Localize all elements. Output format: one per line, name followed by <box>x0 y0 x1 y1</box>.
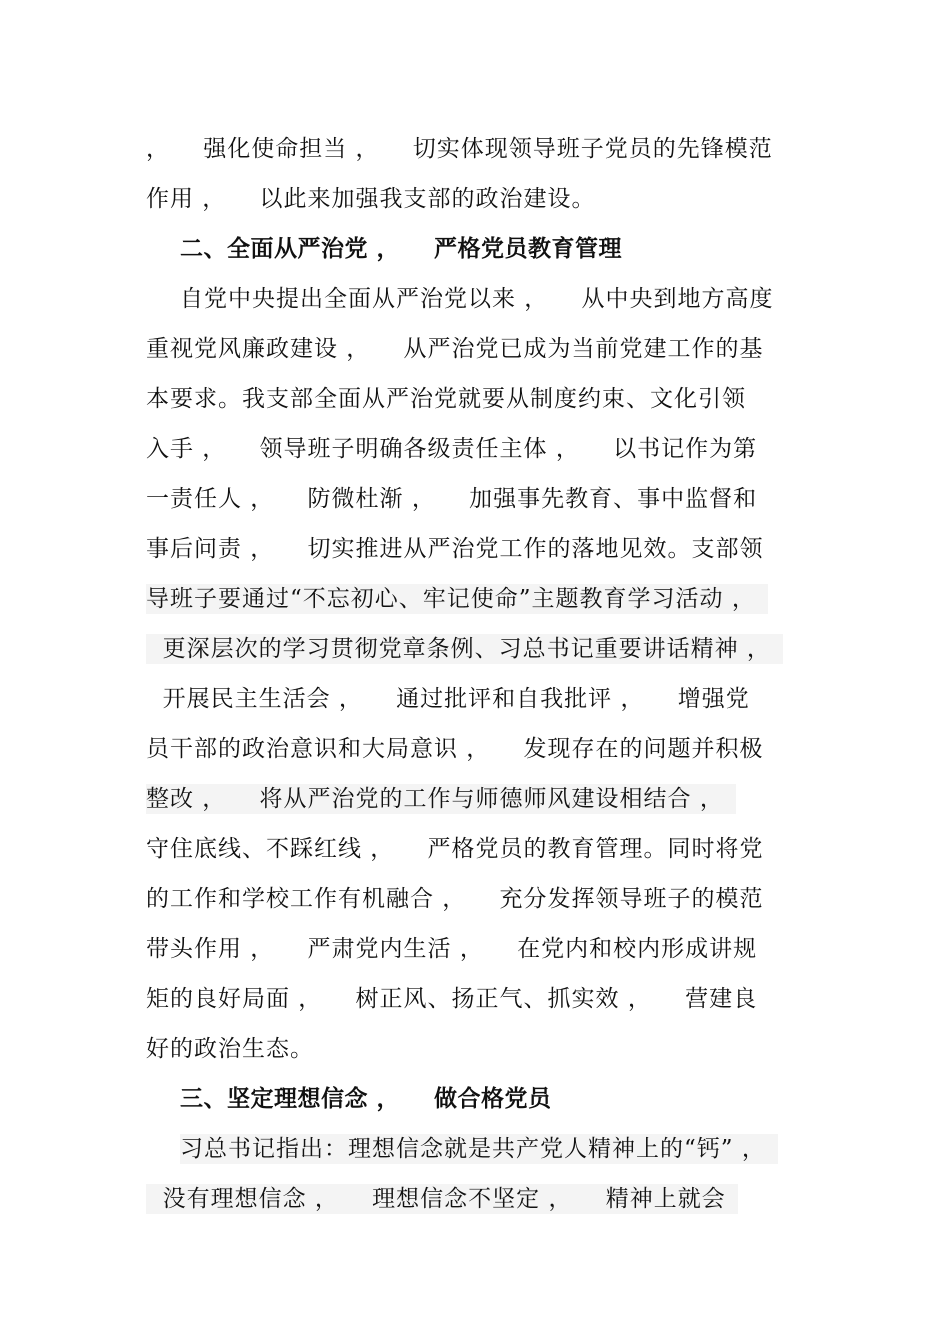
body-text-line: 没有理想信念 ， 理想信念不坚定 ， 精神上就会 <box>146 1184 738 1214</box>
body-text-line: 员干部的政治意识和大局意识 ， 发现存在的问题并积极 <box>146 736 764 762</box>
body-text-line: 一责任人 ， 防微杜渐 ， 加强事先教育、事中监督和 <box>146 486 758 512</box>
body-text-line: 入手 ， 领导班子明确各级责任主体 ， 以书记作为第 <box>146 436 758 462</box>
body-text-line: 重视党风廉政建设 ， 从严治党已成为当前党建工作的基 <box>146 336 764 362</box>
section-heading-2: 二、全面从严治党 ， 严格党员教育管理 <box>180 235 623 262</box>
body-text-line: 的工作和学校工作有机融合 ， 充分发挥领导班子的模范 <box>146 886 764 912</box>
body-text-line: 本要求。我支部全面从严治党就要从制度约束、文化引领 <box>146 386 746 412</box>
body-text-line: 导班子要通过“不忘初心、牢记使命”主题教育学习活动 ， <box>146 584 768 614</box>
body-text-line: 带头作用 ， 严肃党内生活 ， 在党内和校内形成讲规 <box>146 936 758 962</box>
body-text-line: 更深层次的学习贯彻党章条例、习总书记重要讲话精神 ， <box>146 634 783 664</box>
body-text-line: ， 强化使命担当 ， 切实体现领导班子党员的先锋模范 <box>146 136 773 162</box>
body-text-line: 守住底线、不踩红线 ， 严格党员的教育管理。同时将党 <box>146 836 764 862</box>
body-text-line: 好的政治生态。 <box>146 1036 314 1062</box>
body-text-line: 自党中央提出全面从严治党以来 ， 从中央到地方高度 <box>180 286 774 312</box>
body-text-line: 整改 ， 将从严治党的工作与师德师风建设相结合 ， <box>146 784 736 814</box>
body-text-line: 事后问责 ， 切实推进从严治党工作的落地见效。支部领 <box>146 536 764 562</box>
body-text-line: 矩的良好局面 ， 树正风、扬正气、抓实效 ， 营建良 <box>146 986 758 1012</box>
body-text-line: 开展民主生活会 ， 通过批评和自我批评 ， 增强党 <box>146 686 750 712</box>
body-text-line: 习总书记指出：理想信念就是共产党人精神上的“钙” ， <box>180 1134 778 1164</box>
body-text-line: 作用 ， 以此来加强我支部的政治建设。 <box>146 186 596 212</box>
section-heading-3: 三、坚定理想信念 ， 做合格党员 <box>180 1085 552 1112</box>
